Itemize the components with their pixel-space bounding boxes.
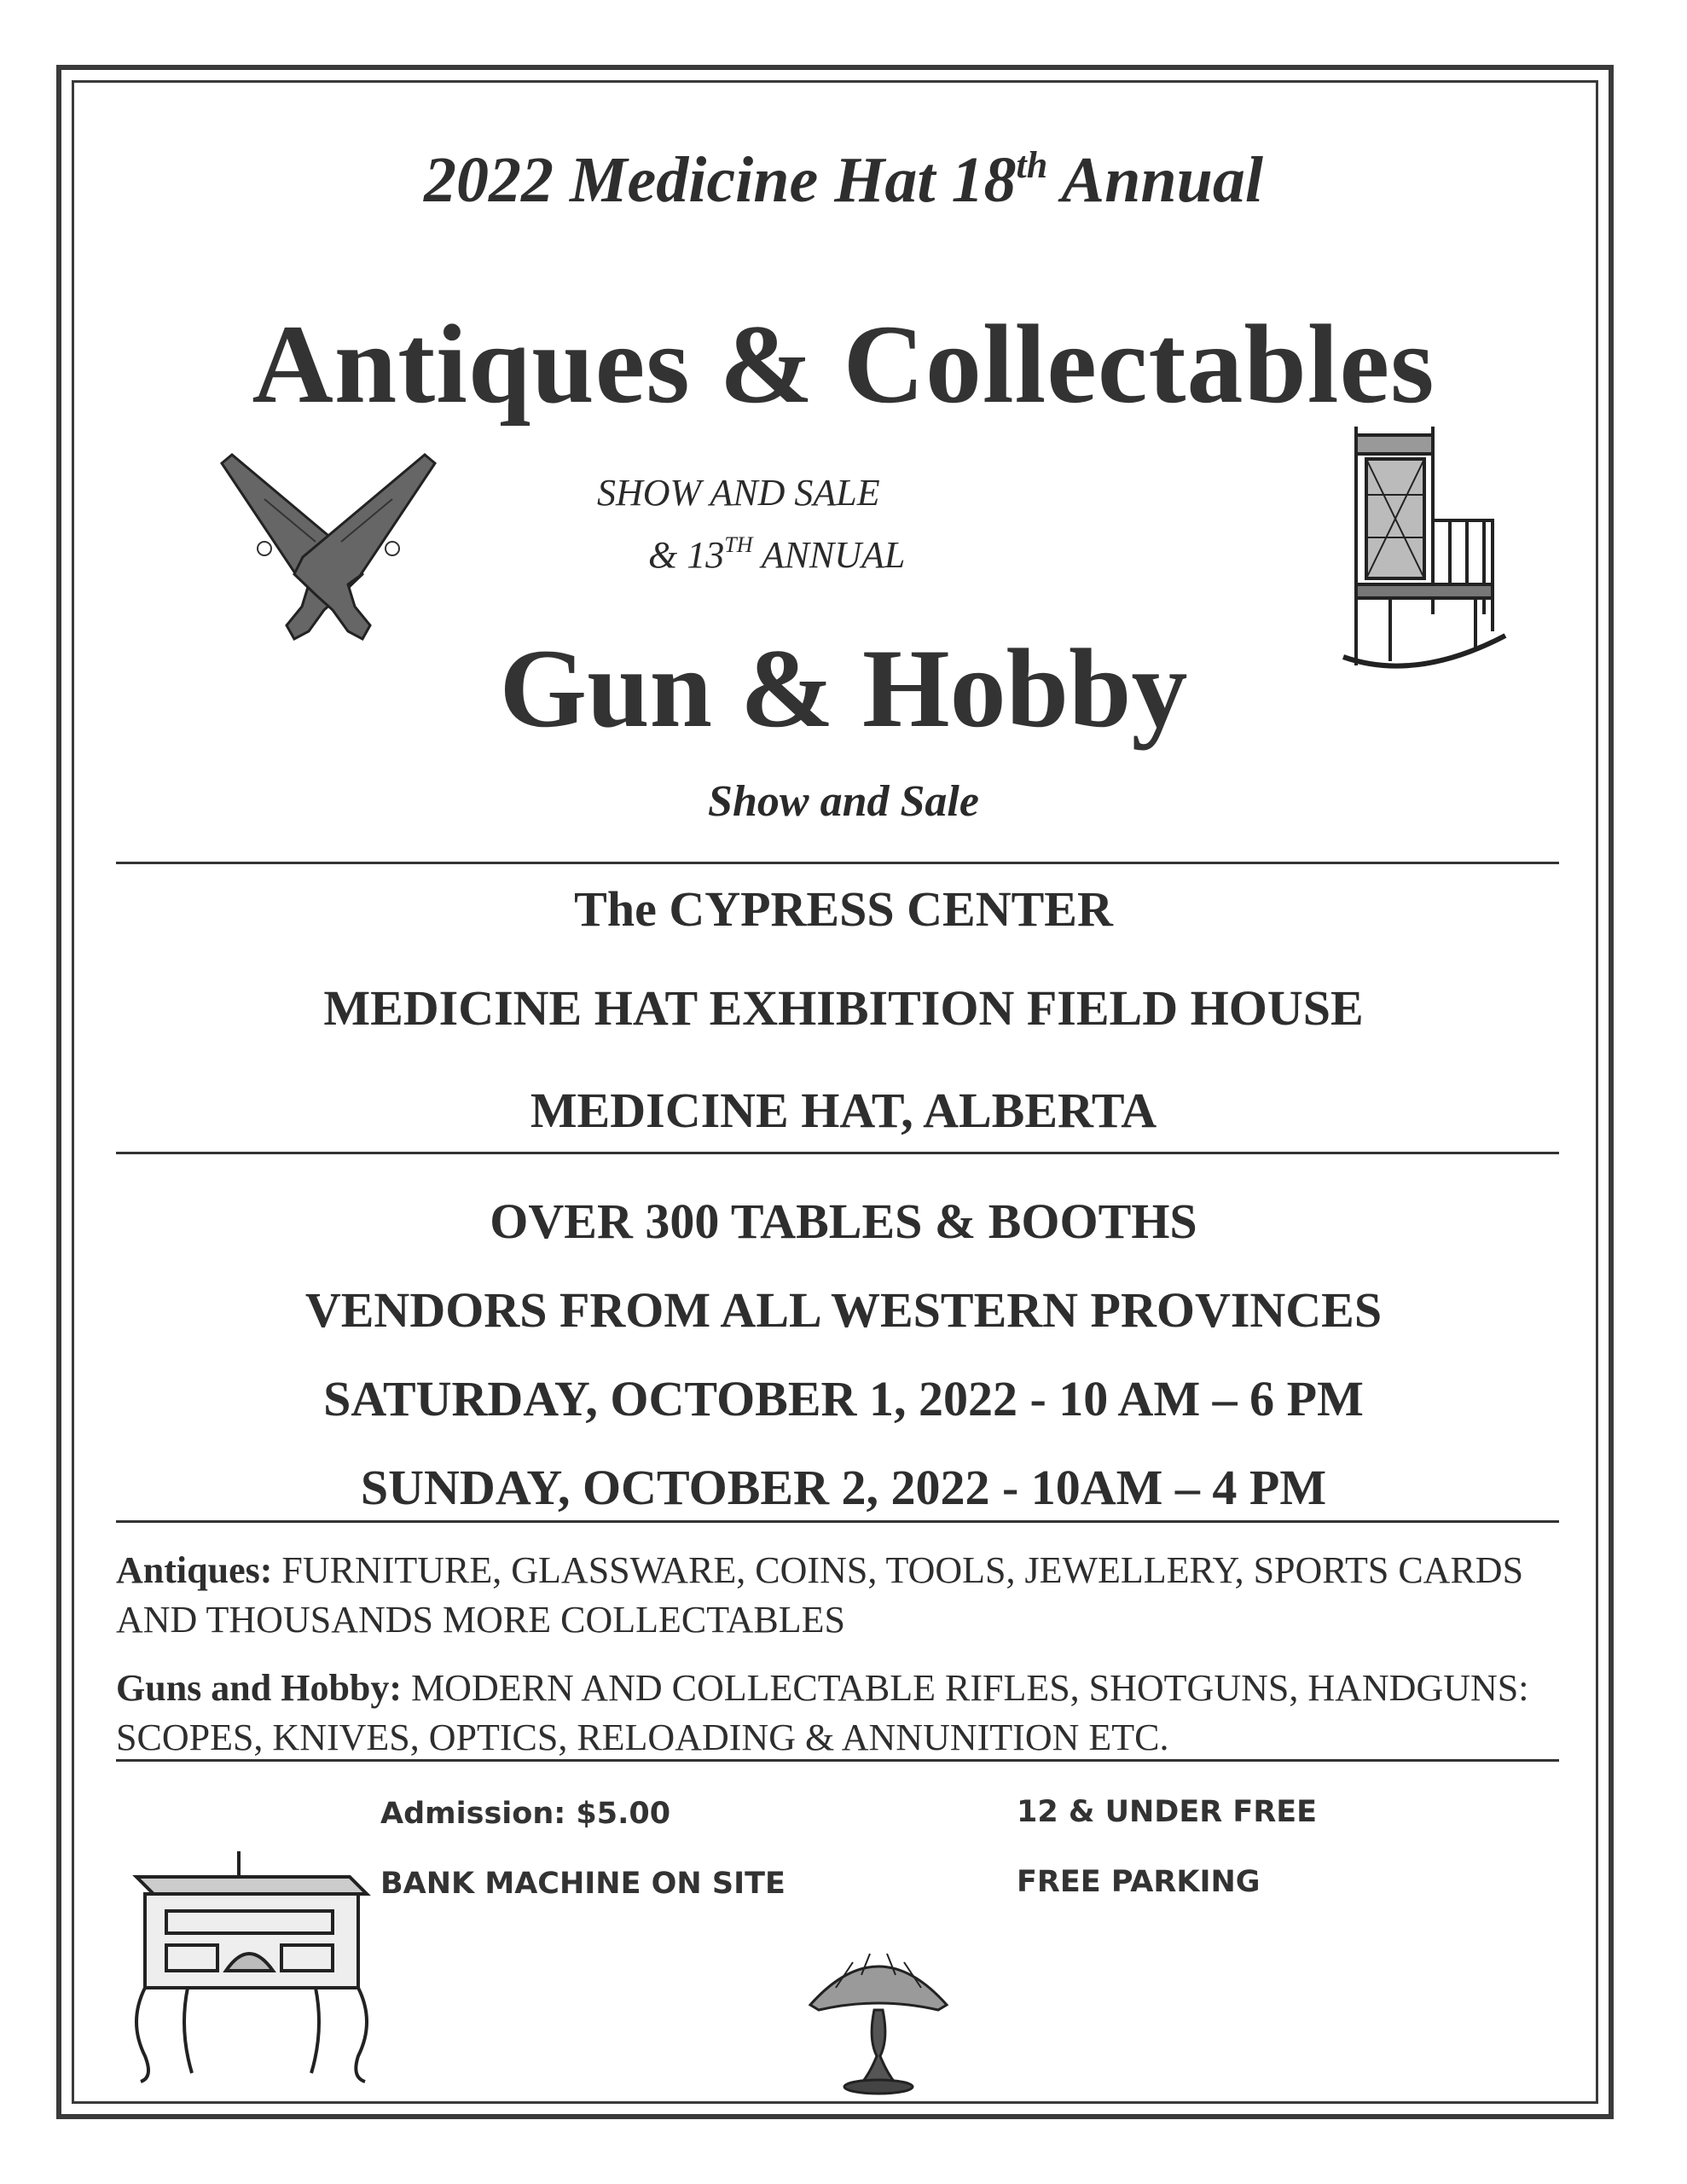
- venue-name: The CYPRESS CENTER: [574, 881, 1113, 937]
- divider-1: [116, 862, 1559, 864]
- divider-2: [116, 1152, 1559, 1154]
- title-gun-hobby: Gun & Hobby: [499, 625, 1188, 751]
- divider-4: [116, 1759, 1559, 1762]
- show-and-sale-line: SHOW AND SALE: [597, 472, 880, 514]
- vendors-line: VENDORS FROM ALL WESTERN PROVINCES: [304, 1282, 1383, 1338]
- saturday-hours: SATURDAY, OCTOBER 1, 2022 - 10 AM – 6 PM: [323, 1371, 1364, 1426]
- annual-line: & 13TH ANNUAL: [648, 532, 906, 576]
- show-and-sale-subtitle: Show and Sale: [708, 777, 979, 826]
- tables-count: OVER 300 TABLES & BOOTHS: [490, 1194, 1197, 1249]
- sunday-hours: SUNDAY, OCTOBER 2, 2022 - 10AM – 4 PM: [360, 1460, 1327, 1515]
- antiques-description: Antiques: FURNITURE, GLASSWARE, COINS, TOOLS, JEWELLERY, SPORTS CARDS AND THOUSANDS MORE COLLECTABLES: [116, 1549, 1524, 1641]
- venue-city: MEDICINE HAT, ALBERTA: [530, 1083, 1157, 1138]
- bank-machine: BANK MACHINE ON SITE: [380, 1867, 786, 1901]
- event-subtitle: 2022 Medicine Hat 18th Annual: [423, 144, 1263, 216]
- free-parking: FREE PARKING: [1017, 1865, 1261, 1899]
- tiffany-lamp-icon: [802, 1937, 955, 2099]
- guns-description: Guns and Hobby: MODERN AND COLLECTABLE RIFLES, SHOTGUNS, HANDGUNS: SCOPES, KNIVES, OPTICS, RELOADING & ANNUNITION ETC.: [116, 1667, 1529, 1758]
- divider-3: [116, 1520, 1559, 1523]
- admission-price: Admission: $5.00: [380, 1797, 671, 1831]
- rocking-chair-icon: [1339, 418, 1510, 691]
- crossed-pistols-icon: [213, 448, 443, 644]
- title-antiques: Antiques & Collectables: [252, 301, 1435, 427]
- children-free: 12 & UNDER FREE: [1017, 1795, 1318, 1829]
- venue-building: MEDICINE HAT EXHIBITION FIELD HOUSE: [323, 980, 1364, 1036]
- antique-side-table-icon: [119, 1843, 384, 2090]
